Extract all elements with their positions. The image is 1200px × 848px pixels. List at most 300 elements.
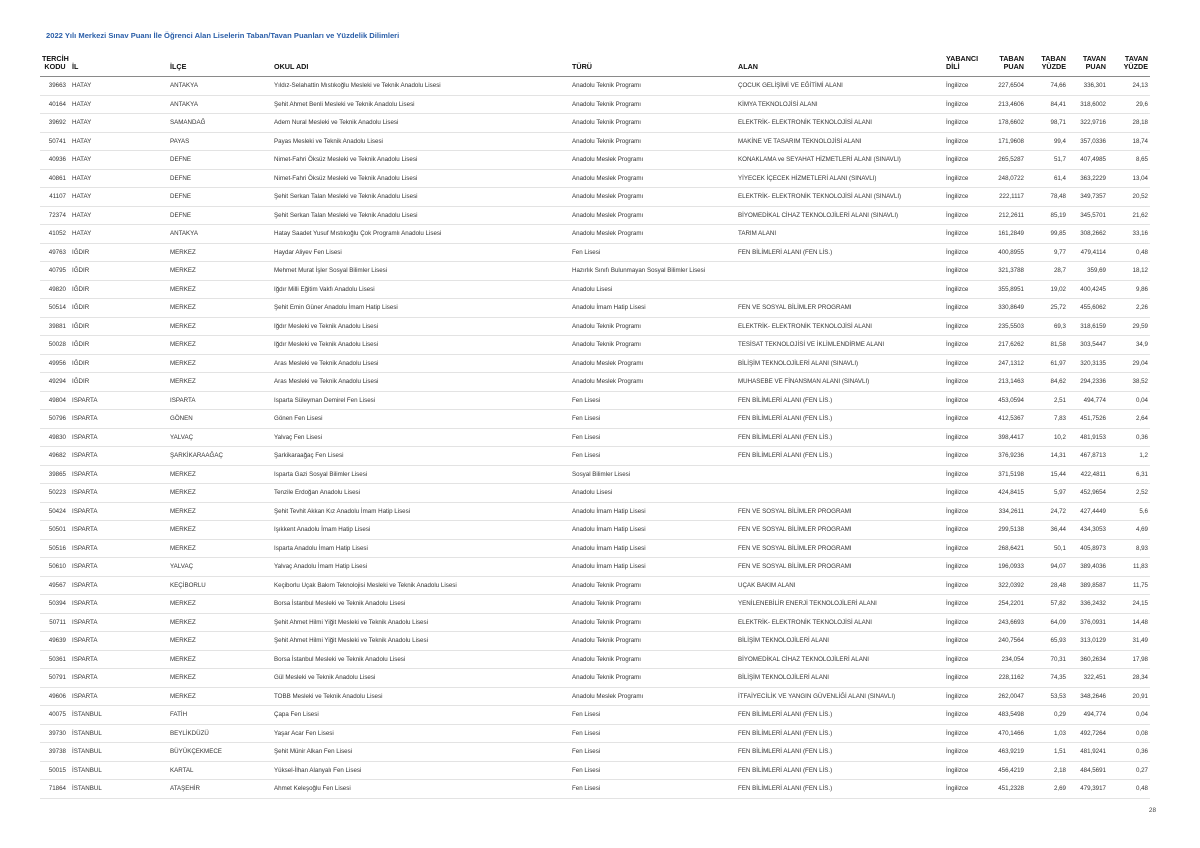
cell-dil: İngilizce [944, 576, 984, 595]
cell-tur: Anadolu Teknik Programı [570, 650, 736, 669]
cell-taban-yuzde: 74,35 [1026, 669, 1068, 688]
table-row [40, 354, 1150, 373]
cell-okul: Iğdır Mesleki ve Teknik Anadolu Lisesi [272, 317, 570, 336]
table-row [40, 539, 1150, 558]
cell-dil: İngilizce [944, 780, 984, 799]
cell-tavan-yuzde: 0,04 [1108, 391, 1150, 410]
header-code: TERCİH KODU [40, 55, 70, 77]
cell-taban-yuzde: 28,48 [1026, 576, 1068, 595]
cell-ilce: GÖNEN [168, 410, 272, 429]
cell-il: ISPARTA [70, 521, 168, 540]
cell-il: HATAY [70, 132, 168, 151]
cell-tavan-yuzde: 8,93 [1108, 539, 1150, 558]
cell-tur: Anadolu Meslek Programı [570, 687, 736, 706]
cell-dil: İngilizce [944, 465, 984, 484]
cell-dil: İngilizce [944, 206, 984, 225]
cell-alan: FEN VE SOSYAL BİLİMLER PROGRAMI [736, 521, 944, 540]
cell-il: ISPARTA [70, 576, 168, 595]
cell-dil: İngilizce [944, 336, 984, 355]
cell-taban-puan: 217,6262 [984, 336, 1026, 355]
cell-tavan-puan: 389,8587 [1068, 576, 1108, 595]
cell-alan: FEN BİLİMLERİ ALANI (FEN LİS.) [736, 447, 944, 466]
table-row [40, 669, 1150, 688]
cell-ilce: SAMANDAĞ [168, 114, 272, 133]
table-row [40, 761, 1150, 780]
cell-ilce: MERKEZ [168, 465, 272, 484]
cell-taban-puan: 171,9608 [984, 132, 1026, 151]
cell-code: 40861 [40, 169, 70, 188]
cell-tavan-puan: 479,3917 [1068, 780, 1108, 799]
cell-tur: Fen Lisesi [570, 724, 736, 743]
cell-okul: Yüksel-İlhan Alanyalı Fen Lisesi [272, 761, 570, 780]
header-tavan-yuzde: TAVAN YÜZDE [1108, 55, 1150, 77]
cell-okul: Şehit Ahmet Hilmi Yiğit Mesleki ve Teknik Anadolu Lisesi [272, 632, 570, 651]
cell-okul: Borsa İstanbul Mesleki ve Teknik Anadolu Lisesi [272, 595, 570, 614]
cell-dil: İngilizce [944, 706, 984, 725]
cell-code: 50394 [40, 595, 70, 614]
cell-taban-yuzde: 98,71 [1026, 114, 1068, 133]
cell-taban-puan: 334,2611 [984, 502, 1026, 521]
table-row [40, 484, 1150, 503]
cell-taban-puan: 456,4219 [984, 761, 1026, 780]
cell-alan: FEN VE SOSYAL BİLİMLER PROGRAMI [736, 558, 944, 577]
cell-alan: BİYOMEDİKAL CİHAZ TEKNOLOJİLERİ ALANI (SINAVLI) [736, 206, 944, 225]
cell-taban-puan: 376,9236 [984, 447, 1026, 466]
cell-okul: Nimet-Fahri Öksüz Mesleki ve Teknik Anadolu Lisesi [272, 169, 570, 188]
cell-tur: Fen Lisesi [570, 743, 736, 762]
cell-il: HATAY [70, 169, 168, 188]
cell-taban-yuzde: 99,85 [1026, 225, 1068, 244]
table-row [40, 132, 1150, 151]
cell-code: 39663 [40, 77, 70, 96]
cell-tavan-puan: 405,8973 [1068, 539, 1108, 558]
table-row [40, 780, 1150, 799]
cell-okul: Işıkkent Anadolu İmam Hatip Lisesi [272, 521, 570, 540]
cell-taban-yuzde: 51,7 [1026, 151, 1068, 170]
cell-taban-puan: 213,1463 [984, 373, 1026, 392]
cell-tavan-puan: 376,0931 [1068, 613, 1108, 632]
cell-okul: Nimet-Fahri Öksüz Mesleki ve Teknik Anadolu Lisesi [272, 151, 570, 170]
cell-il: IĞDIR [70, 354, 168, 373]
cell-tavan-puan: 349,7357 [1068, 188, 1108, 207]
cell-taban-puan: 483,5498 [984, 706, 1026, 725]
cell-taban-yuzde: 1,03 [1026, 724, 1068, 743]
cell-il: ISPARTA [70, 502, 168, 521]
cell-taban-yuzde: 24,72 [1026, 502, 1068, 521]
cell-tavan-puan: 348,2646 [1068, 687, 1108, 706]
cell-taban-yuzde: 81,58 [1026, 336, 1068, 355]
cell-alan: FEN VE SOSYAL BİLİMLER PROGRAMI [736, 539, 944, 558]
cell-okul: Ahmet Keleşoğlu Fen Lisesi [272, 780, 570, 799]
cell-tavan-puan: 494,774 [1068, 706, 1108, 725]
cell-dil: İngilizce [944, 687, 984, 706]
cell-okul: Şehit Münir Alkan Fen Lisesi [272, 743, 570, 762]
document-title: 2022 Yılı Merkezi Sınav Puanı İle Öğrenci Alan Liselerin Taban/Tavan Puanları ve Yüzdelik Dilimleri [46, 31, 400, 40]
cell-dil: İngilizce [944, 558, 984, 577]
cell-ilce: DEFNE [168, 188, 272, 207]
cell-ilce: MERKEZ [168, 650, 272, 669]
cell-tavan-puan: 320,3135 [1068, 354, 1108, 373]
cell-okul: Yalvaç Fen Lisesi [272, 428, 570, 447]
table-row [40, 743, 1150, 762]
cell-okul: Isparta Gazi Sosyal Bilimler Lisesi [272, 465, 570, 484]
cell-taban-yuzde: 57,82 [1026, 595, 1068, 614]
cell-dil: İngilizce [944, 669, 984, 688]
cell-dil: İngilizce [944, 280, 984, 299]
cell-tur: Anadolu Teknik Programı [570, 132, 736, 151]
cell-code: 50610 [40, 558, 70, 577]
cell-taban-puan: 196,0933 [984, 558, 1026, 577]
cell-tavan-yuzde: 31,49 [1108, 632, 1150, 651]
cell-ilce: MERKEZ [168, 521, 272, 540]
cell-il: ISPARTA [70, 465, 168, 484]
cell-il: ISPARTA [70, 558, 168, 577]
cell-tur: Anadolu İmam Hatip Lisesi [570, 299, 736, 318]
cell-alan: FEN VE SOSYAL BİLİMLER PROGRAMI [736, 299, 944, 318]
cell-okul: Yaşar Acar Fen Lisesi [272, 724, 570, 743]
cell-alan: YENİLENEBİLİR ENERJİ TEKNOLOJİLERİ ALANI [736, 595, 944, 614]
cell-taban-puan: 398,4417 [984, 428, 1026, 447]
cell-code: 41052 [40, 225, 70, 244]
cell-il: İSTANBUL [70, 743, 168, 762]
cell-ilce: ŞARKİKARAAĞAÇ [168, 447, 272, 466]
cell-tavan-yuzde: 28,34 [1108, 669, 1150, 688]
cell-tavan-puan: 357,0336 [1068, 132, 1108, 151]
cell-ilce: MERKEZ [168, 484, 272, 503]
cell-tavan-yuzde: 4,69 [1108, 521, 1150, 540]
cell-alan: FEN VE SOSYAL BİLİMLER PROGRAMI [736, 502, 944, 521]
cell-taban-puan: 161,2849 [984, 225, 1026, 244]
cell-ilce: BÜYÜKÇEKMECE [168, 743, 272, 762]
cell-tavan-puan: 481,9153 [1068, 428, 1108, 447]
cell-il: HATAY [70, 188, 168, 207]
cell-alan [736, 262, 944, 281]
cell-tur: Anadolu Meslek Programı [570, 354, 736, 373]
cell-il: HATAY [70, 206, 168, 225]
cell-taban-puan: 322,0392 [984, 576, 1026, 595]
cell-tavan-yuzde: 29,6 [1108, 95, 1150, 114]
cell-tur: Anadolu Teknik Programı [570, 95, 736, 114]
cell-ilce: YALVAÇ [168, 428, 272, 447]
cell-il: ISPARTA [70, 447, 168, 466]
cell-tavan-puan: 345,5701 [1068, 206, 1108, 225]
cell-tur: Fen Lisesi [570, 780, 736, 799]
cell-okul: Şehit Tevhit Akkan Kız Anadolu İmam Hatip Lisesi [272, 502, 570, 521]
cell-tavan-yuzde: 2,26 [1108, 299, 1150, 318]
cell-tavan-puan: 313,0129 [1068, 632, 1108, 651]
cell-taban-puan: 235,5503 [984, 317, 1026, 336]
cell-okul: Keçiborlu Uçak Bakım Teknolojisi Mesleki ve Teknik Anadolu Lisesi [272, 576, 570, 595]
cell-taban-yuzde: 61,97 [1026, 354, 1068, 373]
cell-tur: Anadolu Lisesi [570, 280, 736, 299]
cell-dil: İngilizce [944, 484, 984, 503]
table-row [40, 188, 1150, 207]
cell-tavan-yuzde: 2,52 [1108, 484, 1150, 503]
table-row [40, 410, 1150, 429]
cell-taban-yuzde: 84,41 [1026, 95, 1068, 114]
cell-tavan-yuzde: 18,74 [1108, 132, 1150, 151]
cell-taban-yuzde: 99,4 [1026, 132, 1068, 151]
cell-tur: Anadolu İmam Hatip Lisesi [570, 521, 736, 540]
cell-il: HATAY [70, 225, 168, 244]
cell-tur: Sosyal Bilimler Lisesi [570, 465, 736, 484]
cell-taban-puan: 178,6602 [984, 114, 1026, 133]
header-taban-yuzde: TABAN YÜZDE [1026, 55, 1068, 77]
cell-dil: İngilizce [944, 521, 984, 540]
cell-tavan-puan: 363,2229 [1068, 169, 1108, 188]
cell-dil: İngilizce [944, 410, 984, 429]
table-row [40, 317, 1150, 336]
cell-ilce: ANTAKYA [168, 225, 272, 244]
cell-ilce: YALVAÇ [168, 558, 272, 577]
cell-alan: BİYOMEDİKAL CİHAZ TEKNOLOJİLERİ ALANI [736, 650, 944, 669]
cell-taban-yuzde: 28,7 [1026, 262, 1068, 281]
cell-okul: Isparta Anadolu İmam Hatip Lisesi [272, 539, 570, 558]
cell-okul: Yıldız-Selahattin Mıstıkoğlu Mesleki ve Teknik Anadolu Lisesi [272, 77, 570, 96]
cell-tur: Anadolu Meslek Programı [570, 169, 736, 188]
cell-taban-yuzde: 10,2 [1026, 428, 1068, 447]
cell-tur: Fen Lisesi [570, 447, 736, 466]
header-tavan-puan: TAVAN PUAN [1068, 55, 1108, 77]
cell-okul: Şarkikaraağaç Fen Lisesi [272, 447, 570, 466]
cell-dil: İngilizce [944, 243, 984, 262]
cell-code: 39730 [40, 724, 70, 743]
cell-tur: Anadolu Teknik Programı [570, 632, 736, 651]
cell-tur: Fen Lisesi [570, 706, 736, 725]
table-row [40, 169, 1150, 188]
cell-okul: Iğdır Mesleki ve Teknik Anadolu Lisesi [272, 336, 570, 355]
cell-code: 49830 [40, 428, 70, 447]
cell-il: IĞDIR [70, 299, 168, 318]
cell-il: ISPARTA [70, 410, 168, 429]
cell-ilce: KEÇİBORLU [168, 576, 272, 595]
cell-taban-puan: 453,0594 [984, 391, 1026, 410]
cell-dil: İngilizce [944, 77, 984, 96]
cell-taban-yuzde: 74,66 [1026, 77, 1068, 96]
cell-dil: İngilizce [944, 151, 984, 170]
cell-code: 49804 [40, 391, 70, 410]
cell-code: 39692 [40, 114, 70, 133]
cell-il: HATAY [70, 114, 168, 133]
cell-il: HATAY [70, 151, 168, 170]
cell-tur: Anadolu Meslek Programı [570, 206, 736, 225]
cell-tur: Anadolu Lisesi [570, 484, 736, 503]
cell-tur: Anadolu İmam Hatip Lisesi [570, 502, 736, 521]
cell-tavan-yuzde: 0,04 [1108, 706, 1150, 725]
cell-code: 50791 [40, 669, 70, 688]
cell-il: ISPARTA [70, 669, 168, 688]
cell-alan: FEN BİLİMLERİ ALANI (FEN LİS.) [736, 243, 944, 262]
cell-okul: Gönen Fen Lisesi [272, 410, 570, 429]
cell-tavan-yuzde: 0,08 [1108, 724, 1150, 743]
table-header-row [40, 55, 1150, 77]
cell-alan: FEN BİLİMLERİ ALANI (FEN LİS.) [736, 743, 944, 762]
cell-taban-puan: 240,7564 [984, 632, 1026, 651]
cell-taban-yuzde: 36,44 [1026, 521, 1068, 540]
cell-code: 50028 [40, 336, 70, 355]
cell-tavan-yuzde: 18,12 [1108, 262, 1150, 281]
cell-code: 49956 [40, 354, 70, 373]
cell-code: 49639 [40, 632, 70, 651]
cell-okul: Iğdır Milli Eğitim Vakfı Anadolu Lisesi [272, 280, 570, 299]
cell-tavan-puan: 308,2662 [1068, 225, 1108, 244]
cell-tavan-puan: 336,2432 [1068, 595, 1108, 614]
cell-ilce: MERKEZ [168, 373, 272, 392]
cell-code: 49682 [40, 447, 70, 466]
cell-dil: İngilizce [944, 447, 984, 466]
cell-il: ISPARTA [70, 428, 168, 447]
cell-il: IĞDIR [70, 262, 168, 281]
cell-taban-puan: 424,8415 [984, 484, 1026, 503]
table-row [40, 502, 1150, 521]
cell-dil: İngilizce [944, 743, 984, 762]
cell-alan: MUHASEBE VE FİNANSMAN ALANI (SINAVLI) [736, 373, 944, 392]
cell-tur: Anadolu Meslek Programı [570, 188, 736, 207]
cell-code: 40795 [40, 262, 70, 281]
cell-taban-puan: 243,6693 [984, 613, 1026, 632]
cell-alan: FEN BİLİMLERİ ALANI (FEN LİS.) [736, 391, 944, 410]
table-row [40, 151, 1150, 170]
cell-ilce: MERKEZ [168, 280, 272, 299]
cell-taban-yuzde: 69,3 [1026, 317, 1068, 336]
cell-code: 50514 [40, 299, 70, 318]
cell-taban-puan: 268,6421 [984, 539, 1026, 558]
cell-taban-yuzde: 7,83 [1026, 410, 1068, 429]
cell-tavan-puan: 479,4114 [1068, 243, 1108, 262]
cell-okul: Adem Nural Mesleki ve Teknik Anadolu Lisesi [272, 114, 570, 133]
cell-dil: İngilizce [944, 262, 984, 281]
cell-alan [736, 465, 944, 484]
table-body [40, 77, 1150, 799]
cell-code: 39738 [40, 743, 70, 762]
cell-code: 40936 [40, 151, 70, 170]
cell-ilce: ATAŞEHİR [168, 780, 272, 799]
cell-taban-puan: 321,3788 [984, 262, 1026, 281]
cell-tavan-puan: 322,451 [1068, 669, 1108, 688]
cell-code: 39881 [40, 317, 70, 336]
header-taban-puan: TABAN PUAN [984, 55, 1026, 77]
table-row [40, 243, 1150, 262]
cell-taban-puan: 254,2201 [984, 595, 1026, 614]
cell-ilce: MERKEZ [168, 317, 272, 336]
cell-taban-puan: 412,5367 [984, 410, 1026, 429]
cell-dil: İngilizce [944, 761, 984, 780]
cell-tavan-puan: 434,3053 [1068, 521, 1108, 540]
cell-code: 50361 [40, 650, 70, 669]
cell-il: ISPARTA [70, 391, 168, 410]
table-row [40, 724, 1150, 743]
cell-tavan-puan: 303,5447 [1068, 336, 1108, 355]
cell-okul: Tenzile Erdoğan Anadolu Lisesi [272, 484, 570, 503]
cell-taban-yuzde: 65,93 [1026, 632, 1068, 651]
cell-alan: ÇOCUK GELİŞİMİ VE EĞİTİMİ ALANI [736, 77, 944, 96]
cell-okul: Şehit Emin Güner Anadolu İmam Hatip Lisesi [272, 299, 570, 318]
table-row [40, 225, 1150, 244]
cell-il: İSTANBUL [70, 780, 168, 799]
cell-dil: İngilizce [944, 650, 984, 669]
cell-code: 50223 [40, 484, 70, 503]
cell-alan: ELEKTRİK- ELEKTRONİK TEKNOLOJİSİ ALANI [736, 114, 944, 133]
cell-ilce: KARTAL [168, 761, 272, 780]
cell-tur: Anadolu Teknik Programı [570, 317, 736, 336]
cell-alan: BİLİŞİM TEKNOLOJİLERİ ALANI [736, 669, 944, 688]
cell-alan: MAKİNE VE TASARIM TEKNOLOJİSİ ALANI [736, 132, 944, 151]
cell-ilce: DEFNE [168, 169, 272, 188]
cell-taban-yuzde: 85,19 [1026, 206, 1068, 225]
table-row [40, 206, 1150, 225]
cell-dil: İngilizce [944, 391, 984, 410]
cell-taban-puan: 299,5138 [984, 521, 1026, 540]
cell-code: 49294 [40, 373, 70, 392]
cell-tavan-yuzde: 17,98 [1108, 650, 1150, 669]
cell-tur: Anadolu Teknik Programı [570, 77, 736, 96]
cell-ilce: DEFNE [168, 206, 272, 225]
cell-tavan-yuzde: 0,27 [1108, 761, 1150, 780]
cell-tavan-yuzde: 5,6 [1108, 502, 1150, 521]
cell-code: 39865 [40, 465, 70, 484]
cell-taban-yuzde: 70,31 [1026, 650, 1068, 669]
table-row [40, 77, 1150, 96]
cell-code: 50015 [40, 761, 70, 780]
cell-dil: İngilizce [944, 95, 984, 114]
table-row [40, 428, 1150, 447]
cell-alan: FEN BİLİMLERİ ALANI (FEN LİS.) [736, 706, 944, 725]
cell-code: 49820 [40, 280, 70, 299]
cell-tavan-puan: 492,7264 [1068, 724, 1108, 743]
cell-taban-yuzde: 50,1 [1026, 539, 1068, 558]
cell-dil: İngilizce [944, 428, 984, 447]
cell-dil: İngilizce [944, 169, 984, 188]
header-okul: OKUL ADI [272, 55, 570, 77]
cell-ilce: MERKEZ [168, 595, 272, 614]
table-row [40, 650, 1150, 669]
table-row [40, 521, 1150, 540]
cell-taban-puan: 247,1312 [984, 354, 1026, 373]
cell-code: 72374 [40, 206, 70, 225]
cell-alan: FEN BİLİMLERİ ALANI (FEN LİS.) [736, 410, 944, 429]
cell-dil: İngilizce [944, 373, 984, 392]
cell-il: ISPARTA [70, 632, 168, 651]
cell-tur: Anadolu Meslek Programı [570, 225, 736, 244]
cell-il: IĞDIR [70, 280, 168, 299]
cell-tavan-puan: 360,2634 [1068, 650, 1108, 669]
cell-alan: KONAKLAMA ve SEYAHAT HİZMETLERİ ALANI (SINAVLI) [736, 151, 944, 170]
cell-tur: Hazırlık Sınıfı Bulunmayan Sosyal Bilimler Lisesi [570, 262, 736, 281]
cell-dil: İngilizce [944, 595, 984, 614]
cell-okul: Yalvaç Anadolu İmam Hatip Lisesi [272, 558, 570, 577]
cell-taban-puan: 227,6504 [984, 77, 1026, 96]
cell-tavan-puan: 467,8713 [1068, 447, 1108, 466]
cell-okul: Aras Mesleki ve Teknik Anadolu Lisesi [272, 373, 570, 392]
cell-alan [736, 280, 944, 299]
cell-tavan-yuzde: 13,04 [1108, 169, 1150, 188]
cell-taban-yuzde: 53,53 [1026, 687, 1068, 706]
cell-tavan-yuzde: 1,2 [1108, 447, 1150, 466]
cell-taban-puan: 470,1466 [984, 724, 1026, 743]
cell-ilce: MERKEZ [168, 632, 272, 651]
cell-tavan-puan: 422,4811 [1068, 465, 1108, 484]
cell-tavan-yuzde: 28,18 [1108, 114, 1150, 133]
cell-il: HATAY [70, 77, 168, 96]
cell-ilce: ANTAKYA [168, 95, 272, 114]
cell-tavan-yuzde: 0,48 [1108, 780, 1150, 799]
cell-alan: İTFAİYECİLİK VE YANGIN GÜVENLİĞİ ALANI (SINAVLI) [736, 687, 944, 706]
cell-ilce: MERKEZ [168, 539, 272, 558]
cell-tavan-yuzde: 21,62 [1108, 206, 1150, 225]
cell-tavan-puan: 400,4245 [1068, 280, 1108, 299]
cell-il: İSTANBUL [70, 724, 168, 743]
cell-ilce: MERKEZ [168, 354, 272, 373]
